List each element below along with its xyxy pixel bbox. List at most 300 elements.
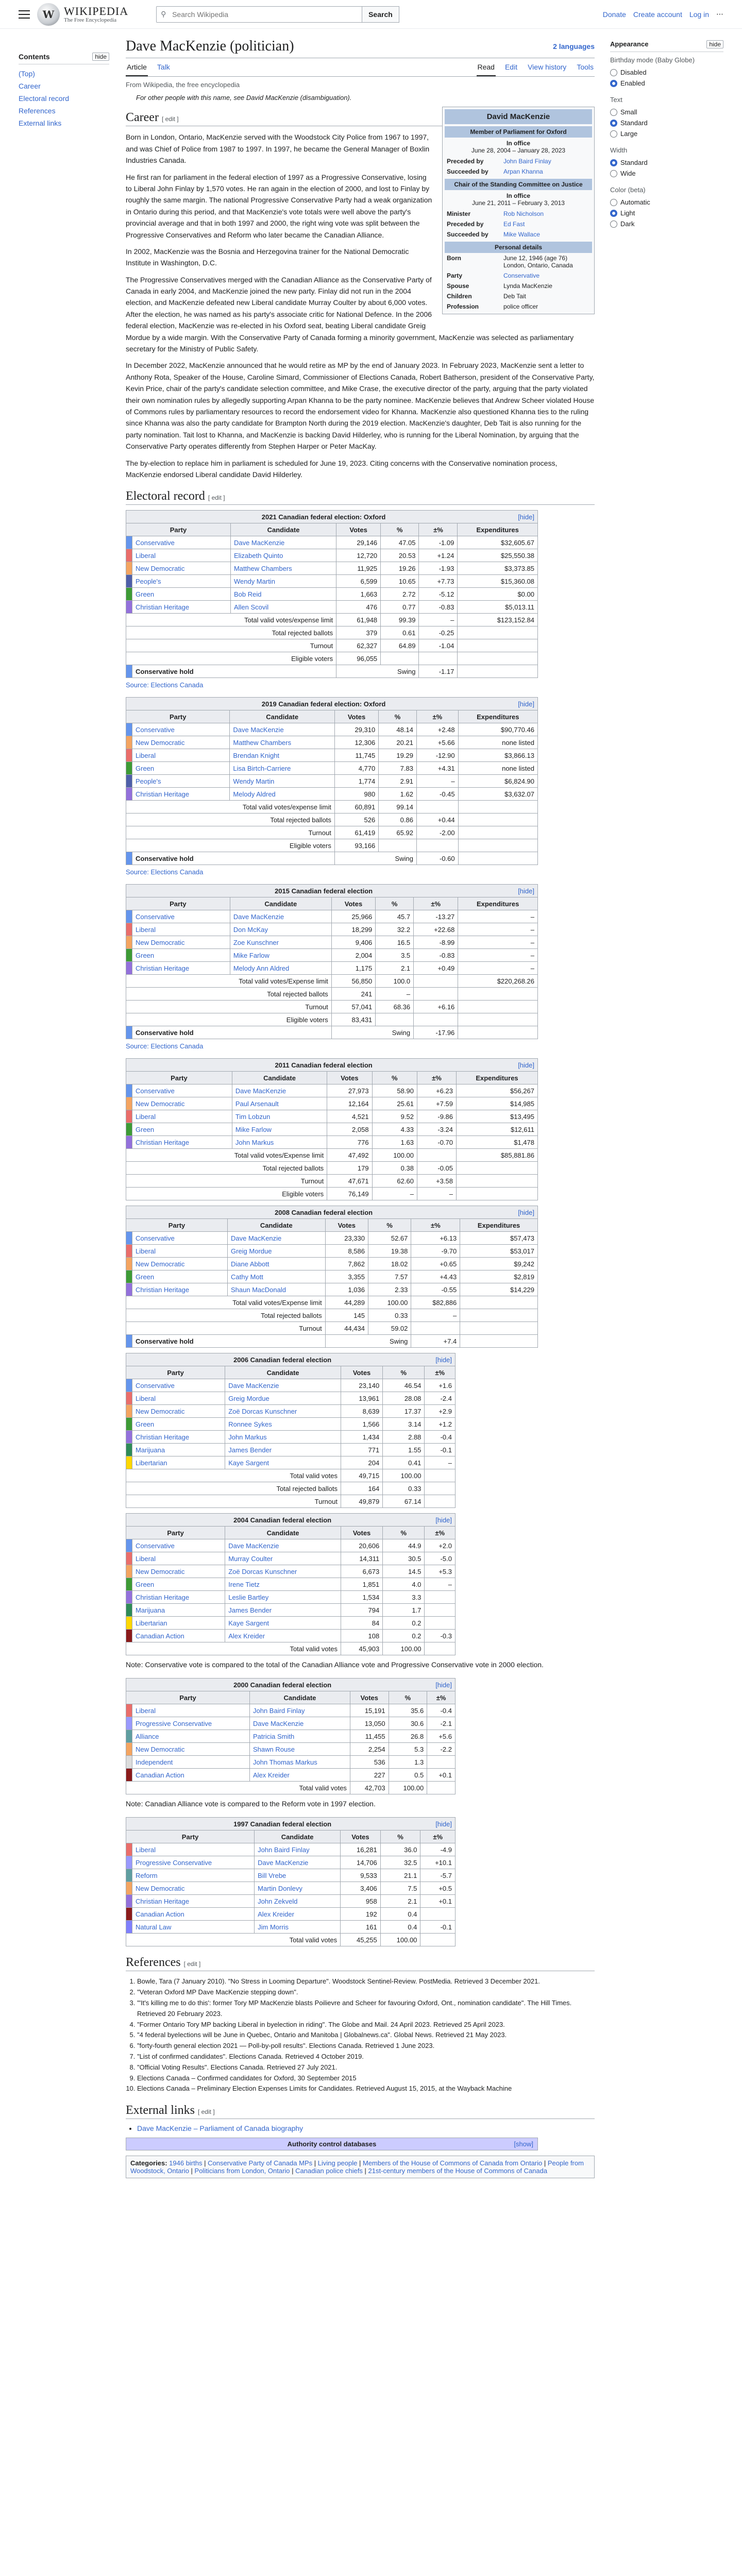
- party-color-swatch: [126, 1232, 132, 1245]
- table-row: [126, 549, 538, 562]
- category-link[interactable]: 1946 births: [169, 2159, 203, 2167]
- totals-value: [425, 1469, 456, 1482]
- party-name[interactable]: Christian Heritage: [132, 601, 231, 614]
- change-cell: –: [425, 1456, 456, 1469]
- language-button[interactable]: 2 languages: [553, 42, 595, 51]
- party-name[interactable]: Conservative: [132, 1379, 225, 1392]
- expenditures-column-header: Expenditures: [458, 710, 537, 723]
- birthday-disabled-option[interactable]: Disabled: [610, 67, 723, 78]
- wikipedia-logo[interactable]: [37, 3, 128, 26]
- candidate-name[interactable]: Dave MacKenzie: [225, 1539, 341, 1552]
- swing-value: +7.4: [411, 1335, 460, 1348]
- category-link[interactable]: Members of the House of Commons of Canada from Ontario: [362, 2159, 543, 2167]
- party-name[interactable]: Green: [132, 949, 230, 962]
- create-account-link[interactable]: Create account: [633, 10, 682, 19]
- change-cell: +10.1: [420, 1856, 456, 1869]
- votes-cell: 1,566: [341, 1418, 382, 1431]
- change-cell: -5.12: [419, 588, 458, 601]
- party-name[interactable]: Natural Law: [132, 1921, 255, 1934]
- percent-cell: 19.26: [381, 562, 419, 575]
- party-name[interactable]: Conservative: [132, 910, 230, 923]
- login-link[interactable]: Log in: [689, 10, 709, 19]
- tab-tools[interactable]: Tools: [577, 63, 594, 72]
- party-name[interactable]: Christian Heritage: [132, 1136, 232, 1149]
- totals-value: 100.00: [383, 1642, 425, 1655]
- party-name[interactable]: Marijuana: [132, 1444, 225, 1456]
- candidate-name[interactable]: John Markus: [225, 1431, 341, 1444]
- hide-toggle[interactable]: [hide]: [435, 1820, 452, 1828]
- change-cell: -0.83: [419, 601, 458, 614]
- change-cell: -2.1: [427, 1717, 456, 1730]
- table-source[interactable]: Source: Elections Canada: [126, 681, 204, 689]
- candidate-name[interactable]: Shawn Rouse: [250, 1743, 350, 1756]
- party-name[interactable]: New Democratic: [132, 562, 231, 575]
- predecessor-2-link[interactable]: Ed Fast: [503, 221, 525, 228]
- totals-value: 100.00: [380, 1934, 420, 1946]
- party-color-swatch: [126, 1565, 132, 1578]
- party-name[interactable]: Libertarian: [132, 1617, 225, 1630]
- change-cell: [420, 1908, 456, 1921]
- totals-value: [414, 988, 458, 1001]
- candidate-name[interactable]: Cathy Mott: [228, 1270, 326, 1283]
- successor-link[interactable]: Arpan Khanna: [503, 168, 543, 176]
- votes-cell: 23,140: [341, 1379, 382, 1392]
- candidate-name[interactable]: Dave MacKenzie: [250, 1717, 350, 1730]
- predecessor-link[interactable]: John Baird Finlay: [503, 158, 551, 165]
- party-name[interactable]: New Democratic: [132, 1743, 250, 1756]
- percent-cell: 9.52: [372, 1110, 417, 1123]
- party-name[interactable]: New Democratic: [132, 1565, 225, 1578]
- candidate-name[interactable]: Leslie Bartley: [225, 1591, 341, 1604]
- reference-item[interactable]: 8. "Official Voting Results". Elections Canada. Retrieved 27 July 2021.: [137, 2062, 595, 2073]
- votes-cell: 23,330: [325, 1232, 368, 1245]
- candidate-column-header: Candidate: [232, 1072, 327, 1084]
- reference-item[interactable]: 1. Bowle, Tara (7 January 2010). "No Stress in Looming Departure". Woodstock Sentinel-Review. PostMedia. Retrieved 3 December 2021.: [137, 1976, 595, 1987]
- category-link[interactable]: 21st-century members of the House of Commons of Canada: [368, 2167, 548, 2175]
- party-name[interactable]: Progressive Conservative: [132, 1717, 250, 1730]
- party-column-header: Party: [126, 897, 230, 910]
- toc-item-external-links[interactable]: External links: [19, 119, 62, 127]
- candidate-name[interactable]: John Thomas Markus: [250, 1756, 350, 1769]
- reference-item[interactable]: 9. Elections Canada – Confirmed candidates for Oxford, 30 September 2015: [137, 2073, 595, 2084]
- totals-value: -2.00: [416, 826, 458, 839]
- candidate-name[interactable]: Alex Kreider: [255, 1908, 341, 1921]
- change-column-header: ±%: [414, 897, 458, 910]
- votes-column-header: Votes: [336, 523, 381, 536]
- party-name[interactable]: Canadian Action: [132, 1769, 250, 1782]
- table-note: Note: Conservative vote is compared to the total of the Canadian Alliance vote and Progressive Conservative vote in 2000 election.: [126, 1660, 544, 1669]
- election-table: [126, 510, 538, 678]
- hide-toggle[interactable]: [hide]: [435, 1516, 452, 1524]
- totals-row: [126, 988, 538, 1001]
- party-link[interactable]: Conservative: [503, 272, 540, 280]
- candidate-name[interactable]: Elizabeth Quinto: [230, 549, 336, 562]
- candidate-name[interactable]: John Baird Finlay: [255, 1843, 341, 1856]
- expenditures-column-header: Expenditures: [458, 897, 538, 910]
- votes-cell: 108: [341, 1630, 382, 1642]
- empty-cell: [458, 1026, 538, 1039]
- party-name[interactable]: Reform: [132, 1869, 255, 1882]
- hide-toggle[interactable]: [hide]: [435, 1355, 452, 1364]
- party-name[interactable]: Green: [132, 588, 231, 601]
- change-cell: +5.6: [427, 1730, 456, 1743]
- party-name[interactable]: Christian Heritage: [132, 1431, 225, 1444]
- text-small-option[interactable]: Small: [610, 107, 723, 117]
- candidate-name[interactable]: Kaye Sargent: [225, 1456, 341, 1469]
- width-wide-option[interactable]: Wide: [610, 168, 723, 179]
- change-cell: [425, 1604, 456, 1617]
- candidate-name[interactable]: Dave MacKenzie: [230, 723, 334, 736]
- totals-value: [458, 626, 538, 639]
- party-name[interactable]: Conservative: [132, 1539, 225, 1552]
- hide-toggle[interactable]: [hide]: [435, 1681, 452, 1689]
- party-name[interactable]: Liberal: [132, 1552, 225, 1565]
- table-caption: [126, 1514, 456, 1527]
- party-name[interactable]: Conservative: [132, 536, 231, 549]
- change-column-header: ±%: [417, 1072, 456, 1084]
- paragraph: In December 2022, MacKenzie announced that he would retire as MP by the end of January 2023. In February 2023, MacKenzie sent a letter to Anthony Rota, Speaker of the House, Caroline Simard, Commissioner of Elections Canada, Robert Batherson, president of the Conservative Party, Kevin Price, chair of the party's candidate selection committee, and Mike Crase, the executive director of the party, arguing that the party violated their own nomination rules by allegedly supporting Arpan Khanna to be the party nominee. MacKenzie believes that Andrew Scheer violated House of Commons rules by parliamentary resources to record the endorsement video for Khanna. MacKenzie also questioned Khanna ties to the ruling since Khanna was also the party candidate for Brampton North during the 2019 election. MacKenzie's daughter, Deb Tait is also running for the party nomination. Tait lost to Khanna, and MacKenzie is backing David Hilderley, who is running for the Liberal Nomination, by arguing that the Conservative Party operates differently from Stephen Harper or Peter MacKay.: [126, 361, 595, 451]
- reference-item[interactable]: 6. "forty-fourth general election 2021 — Poll-by-poll results". Elections Canada. Retrieved 1 June 2023.: [137, 2041, 595, 2052]
- party-color-swatch: [126, 762, 132, 775]
- empty-cell: [458, 852, 537, 865]
- party-name[interactable]: Liberal: [132, 1843, 255, 1856]
- totals-row: [126, 1188, 538, 1200]
- party-name[interactable]: Green: [132, 1123, 232, 1136]
- candidate-name[interactable]: Alex Kreider: [250, 1769, 350, 1782]
- votes-cell: 1,774: [334, 775, 378, 788]
- edit-section-link[interactable]: [ edit ]: [183, 1960, 201, 1968]
- reference-item[interactable]: 2. "Veteran Oxford MP Dave MacKenzie stepping down".: [137, 1987, 595, 1998]
- candidate-name[interactable]: Allen Scovil: [230, 601, 336, 614]
- votes-cell: 12,720: [336, 549, 381, 562]
- percent-cell: 36.0: [380, 1843, 420, 1856]
- candidate-name[interactable]: Melody Aldred: [230, 788, 334, 801]
- toc-item-references[interactable]: References: [19, 107, 56, 115]
- candidate-name[interactable]: Shaun MacDonald: [228, 1283, 326, 1296]
- hide-toggle[interactable]: [hide]: [518, 700, 534, 708]
- candidate-name[interactable]: Mike Farlow: [230, 949, 331, 962]
- candidate-name[interactable]: Diane Abbott: [228, 1258, 326, 1270]
- hide-toggle[interactable]: [hide]: [518, 1208, 534, 1216]
- candidate-name[interactable]: Murray Coulter: [225, 1552, 341, 1565]
- tab-article[interactable]: Article: [126, 63, 148, 76]
- party-name[interactable]: Alliance: [132, 1730, 250, 1743]
- candidate-name[interactable]: Don McKay: [230, 923, 331, 936]
- candidate-name[interactable]: Greig Mordue: [228, 1245, 326, 1258]
- text-large-option[interactable]: Large: [610, 128, 723, 139]
- party-name[interactable]: Conservative: [132, 1232, 228, 1245]
- category-link[interactable]: Conservative Party of Canada MPs: [208, 2159, 313, 2167]
- category-link[interactable]: Canadian police chiefs: [295, 2167, 363, 2175]
- votes-cell: 204: [341, 1456, 382, 1469]
- color-automatic-option[interactable]: Automatic: [610, 197, 723, 208]
- edit-section-link[interactable]: [ edit ]: [197, 2108, 215, 2116]
- party-name[interactable]: Conservative: [132, 1084, 232, 1097]
- party-name[interactable]: New Democratic: [132, 1405, 225, 1418]
- candidate-name[interactable]: James Bender: [225, 1604, 341, 1617]
- main-menu-icon[interactable]: [19, 10, 30, 19]
- candidate-name[interactable]: Jim Morris: [255, 1921, 341, 1934]
- party-name[interactable]: Green: [132, 1578, 225, 1591]
- votes-cell: 1,534: [341, 1591, 382, 1604]
- candidate-name[interactable]: Zoë Dorcas Kunschner: [225, 1565, 341, 1578]
- candidate-name[interactable]: Melody Ann Aldred: [230, 962, 331, 975]
- totals-row: [126, 826, 538, 839]
- color-dark-option[interactable]: Dark: [610, 218, 723, 229]
- hide-toggle[interactable]: [hide]: [518, 1061, 534, 1069]
- category-link[interactable]: People from Woodstock, Ontario: [130, 2159, 584, 2175]
- candidate-name[interactable]: Zoë Dorcas Kunschner: [225, 1405, 341, 1418]
- votes-cell: 771: [341, 1444, 382, 1456]
- user-links: [603, 10, 723, 19]
- search-button[interactable]: Search: [362, 6, 399, 23]
- change-cell: -0.55: [411, 1283, 460, 1296]
- candidate-name[interactable]: Dave MacKenzie: [230, 910, 331, 923]
- party-name[interactable]: Marijuana: [132, 1604, 225, 1617]
- totals-value: 76,149: [327, 1188, 372, 1200]
- percent-column-header: %: [383, 1527, 425, 1539]
- totals-value: [457, 1175, 538, 1188]
- candidate-name[interactable]: Irene Tietz: [225, 1578, 341, 1591]
- donate-link[interactable]: Donate: [602, 10, 626, 19]
- change-column-header: ±%: [425, 1366, 456, 1379]
- party-name[interactable]: New Democratic: [132, 736, 230, 749]
- candidate-name[interactable]: Alex Kreider: [225, 1630, 341, 1642]
- birthday-enabled-option[interactable]: Enabled: [610, 78, 723, 89]
- party-name[interactable]: Conservative: [132, 723, 230, 736]
- candidate-name[interactable]: Matthew Chambers: [230, 562, 336, 575]
- votes-column-header: Votes: [341, 1831, 381, 1843]
- candidate-name[interactable]: John Zekveld: [255, 1895, 341, 1908]
- party-name[interactable]: Canadian Action: [132, 1908, 255, 1921]
- candidate-name[interactable]: Wendy Martin: [230, 575, 336, 588]
- table-row: [126, 536, 538, 549]
- party-name[interactable]: Independent: [132, 1756, 250, 1769]
- edit-section-link[interactable]: [ edit ]: [208, 494, 225, 502]
- toc-item-electoral-record[interactable]: Electoral record: [19, 94, 70, 103]
- party-color-swatch: [126, 1245, 132, 1258]
- party-name[interactable]: Green: [132, 1418, 225, 1431]
- percent-cell: 25.61: [372, 1097, 417, 1110]
- votes-column-header: Votes: [327, 1072, 372, 1084]
- reference-item[interactable]: 3. "'It's killing me to do this': former Tory MP MacKenzie blasts Poilievre and Scheer for favouring Oxford, Ont., nomination candidate". The Hill Times. Retrieved 20 February 2023.: [137, 1998, 595, 2020]
- reference-item[interactable]: 5. "4 federal byelections will be June in Quebec, Ontario and Manitoba | Globalnews.ca". Global News. Retrieved 21 May 2023.: [137, 2030, 595, 2041]
- expenditure-cell: $13,495: [457, 1110, 538, 1123]
- candidate-name[interactable]: Mike Farlow: [232, 1123, 327, 1136]
- navbox-show-button[interactable]: [show]: [514, 2140, 533, 2148]
- candidate-name[interactable]: Dave MacKenzie: [255, 1856, 341, 1869]
- party-color-swatch: [126, 788, 132, 801]
- table-row: [126, 1565, 456, 1578]
- party-column-header: Party: [126, 523, 231, 536]
- expenditure-cell: $15,360.08: [458, 575, 538, 588]
- party-name[interactable]: People's: [132, 575, 231, 588]
- text-standard-option[interactable]: Standard: [610, 117, 723, 128]
- candidate-name[interactable]: Lisa Birtch-Carriere: [230, 762, 334, 775]
- party-name[interactable]: Liberal: [132, 923, 230, 936]
- tab-talk[interactable]: Talk: [157, 63, 170, 72]
- external-link[interactable]: Dave MacKenzie – Parliament of Canada biography: [137, 2124, 303, 2133]
- candidate-name[interactable]: Bill Vrebe: [255, 1869, 341, 1882]
- totals-label: Turnout: [126, 1001, 332, 1013]
- party-color-swatch: [126, 1856, 132, 1869]
- width-standard-option[interactable]: Standard: [610, 157, 723, 168]
- toc-item-top[interactable]: (Top): [19, 70, 35, 78]
- minister-link[interactable]: Rob Nicholson: [503, 210, 544, 218]
- party-color-swatch: [126, 1431, 132, 1444]
- candidate-name[interactable]: Dave MacKenzie: [230, 536, 336, 549]
- votes-cell: 13,050: [350, 1717, 389, 1730]
- party-name[interactable]: Liberal: [132, 1245, 228, 1258]
- hide-toggle[interactable]: [hide]: [518, 513, 534, 521]
- article-content: [126, 37, 595, 2178]
- percent-cell: 1.7: [383, 1604, 425, 1617]
- candidate-name[interactable]: Tim Lobzun: [232, 1110, 327, 1123]
- candidate-name[interactable]: Martin Donlevy: [255, 1882, 341, 1895]
- party-name[interactable]: Liberal: [132, 1704, 250, 1717]
- table-caption-text: 2004 Canadian federal election: [233, 1516, 332, 1524]
- table-caption: [126, 1206, 538, 1219]
- votes-cell: 2,058: [327, 1123, 372, 1136]
- party-name[interactable]: New Democratic: [132, 1882, 255, 1895]
- party-name[interactable]: New Democratic: [132, 936, 230, 949]
- totals-label: Total rejected ballots: [126, 1162, 327, 1175]
- party-name[interactable]: Christian Heritage: [132, 962, 230, 975]
- table-row: [126, 936, 538, 949]
- appearance-hide-button[interactable]: hide: [706, 40, 723, 48]
- party-name[interactable]: Canadian Action: [132, 1630, 225, 1642]
- table-row: [126, 788, 538, 801]
- percent-column-header: %: [383, 1366, 425, 1379]
- table-row: [126, 1769, 456, 1782]
- reference-item[interactable]: 4. "Former Ontario Tory MP backing Liberal in byelection in riding". The Globe and Mail. 24 April 2023. Retrieved 25 April 2023.: [137, 2020, 595, 2030]
- candidate-name[interactable]: Kaye Sargent: [225, 1617, 341, 1630]
- table-source[interactable]: Source: Elections Canada: [126, 1042, 204, 1050]
- reference-item[interactable]: 10. Elections Canada – Preliminary Election Expenses Limits for Candidates. Retrieved August 15, 2015, at the Wayback Machine: [137, 2083, 595, 2094]
- candidate-name[interactable]: John Baird Finlay: [250, 1704, 350, 1717]
- totals-value: -0.25: [419, 626, 458, 639]
- more-options-icon[interactable]: ⋯: [716, 10, 723, 18]
- candidate-name[interactable]: Dave MacKenzie: [228, 1232, 326, 1245]
- expenditure-cell: –: [458, 923, 538, 936]
- party-name[interactable]: Christian Heritage: [132, 1895, 255, 1908]
- candidate-name[interactable]: Bob Reid: [230, 588, 336, 601]
- candidate-name[interactable]: Brendan Knight: [230, 749, 334, 762]
- totals-value: [458, 1001, 538, 1013]
- table-row: [126, 562, 538, 575]
- party-name[interactable]: Christian Heritage: [132, 1591, 225, 1604]
- votes-cell: 1,175: [331, 962, 376, 975]
- candidate-name[interactable]: Ronnee Sykes: [225, 1418, 341, 1431]
- totals-row: [126, 1013, 538, 1026]
- table-source[interactable]: Source: Elections Canada: [126, 868, 204, 876]
- totals-value: 47,492: [327, 1149, 372, 1162]
- party-name[interactable]: Liberal: [132, 1392, 225, 1405]
- color-light-option[interactable]: Light: [610, 208, 723, 218]
- party-name[interactable]: Progressive Conservative: [132, 1856, 255, 1869]
- change-cell: +0.5: [420, 1882, 456, 1895]
- candidate-column-header: Candidate: [228, 1219, 326, 1232]
- candidate-name[interactable]: James Bender: [225, 1444, 341, 1456]
- party-name[interactable]: Liberal: [132, 749, 230, 762]
- table-row: [126, 575, 538, 588]
- percent-cell: 2.33: [368, 1283, 411, 1296]
- party-name[interactable]: Liberal: [132, 549, 231, 562]
- totals-value: [425, 1482, 456, 1495]
- party-name[interactable]: New Democratic: [132, 1258, 228, 1270]
- party-name[interactable]: Christian Heritage: [132, 1283, 228, 1296]
- party-color-swatch: [126, 1882, 132, 1895]
- party-column-header: Party: [126, 1072, 232, 1084]
- reference-item[interactable]: 7. "List of confirmed candidates". Elections Canada. Retrieved 4 October 2019.: [137, 2052, 595, 2062]
- votes-cell: 1,851: [341, 1578, 382, 1591]
- candidate-name[interactable]: Paul Arsenault: [232, 1097, 327, 1110]
- party-name[interactable]: People's: [132, 775, 230, 788]
- authority-control-navbox: Authority control databases [show]: [126, 2138, 538, 2150]
- votes-cell: 476: [336, 601, 381, 614]
- toc-item-career[interactable]: Career: [19, 82, 41, 90]
- category-link[interactable]: Politicians from London, Ontario: [194, 2167, 290, 2175]
- totals-row: [126, 1642, 456, 1655]
- votes-cell: 192: [341, 1908, 381, 1921]
- party-column-header: Party: [126, 1691, 250, 1704]
- party-name[interactable]: Green: [132, 762, 230, 775]
- candidate-name[interactable]: Dave MacKenzie: [232, 1084, 327, 1097]
- change-cell: +2.48: [416, 723, 458, 736]
- candidate-name[interactable]: Dave MacKenzie: [225, 1379, 341, 1392]
- totals-label: Total rejected ballots: [126, 1482, 341, 1495]
- successor-2-link[interactable]: Mike Wallace: [503, 231, 540, 239]
- expenditures-column-header: Expenditures: [457, 1072, 538, 1084]
- candidate-name[interactable]: John Markus: [232, 1136, 327, 1149]
- change-cell: -2.4: [425, 1392, 456, 1405]
- candidate-name[interactable]: Zoe Kunschner: [230, 936, 331, 949]
- totals-value: [425, 1642, 456, 1655]
- party-name[interactable]: Libertarian: [132, 1456, 225, 1469]
- totals-value: [416, 839, 458, 852]
- candidate-name[interactable]: Matthew Chambers: [230, 736, 334, 749]
- search-input[interactable]: [156, 6, 362, 23]
- percent-cell: 16.5: [376, 936, 414, 949]
- votes-cell: 1,663: [336, 588, 381, 601]
- hide-toggle[interactable]: [hide]: [518, 887, 534, 895]
- totals-value: 100.00: [372, 1149, 417, 1162]
- candidate-name[interactable]: Patricia Smith: [250, 1730, 350, 1743]
- candidate-name[interactable]: Greig Mordue: [225, 1392, 341, 1405]
- expenditure-cell: $12,611: [457, 1123, 538, 1136]
- election-table: [126, 1513, 456, 1655]
- toc-hide-button[interactable]: hide: [92, 53, 109, 61]
- tab-read[interactable]: Read: [477, 63, 496, 76]
- votes-cell: 980: [334, 788, 378, 801]
- tab-edit[interactable]: Edit: [504, 63, 518, 72]
- change-cell: -0.45: [416, 788, 458, 801]
- tab-view-history[interactable]: View history: [528, 63, 567, 72]
- candidate-name[interactable]: Wendy Martin: [230, 775, 334, 788]
- table-row: [126, 1704, 456, 1717]
- table-row: [126, 1630, 456, 1642]
- party-name[interactable]: Green: [132, 1270, 228, 1283]
- percent-cell: 7.57: [368, 1270, 411, 1283]
- election-table: [126, 1206, 538, 1348]
- totals-value: 96,055: [336, 652, 381, 665]
- party-name[interactable]: New Democratic: [132, 1097, 232, 1110]
- party-name[interactable]: Liberal: [132, 1110, 232, 1123]
- party-name[interactable]: Christian Heritage: [132, 788, 230, 801]
- category-link[interactable]: Living people: [317, 2159, 358, 2167]
- table-caption: [126, 698, 538, 710]
- edit-section-link[interactable]: [ edit ]: [161, 115, 179, 123]
